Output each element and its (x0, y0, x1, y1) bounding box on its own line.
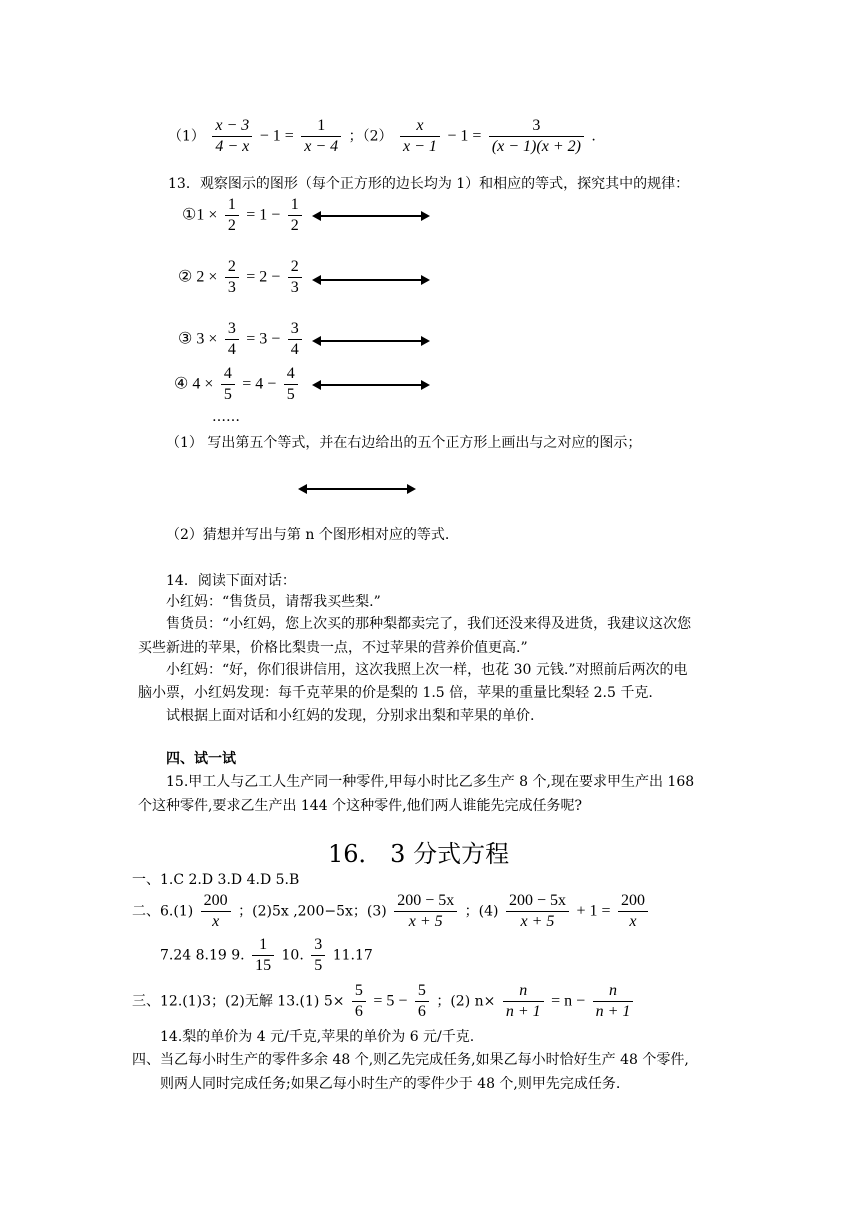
question-1: （1） 写出第五个等式，并在右边给出的五个正方形上画出与之对应的图示； (166, 435, 642, 451)
fraction: $\frac{x - 3}{4 - x}$ (212, 118, 252, 155)
fraction: $\frac{1}{x - 4}$ (301, 118, 341, 155)
problem15-line: 15.甲工人与乙工人生产同一种零件,甲每小时比乙多生产 8 个,现在要求甲生产出 168 (166, 774, 695, 790)
separator: ；（2） (348, 128, 393, 145)
double-arrow-icon (298, 484, 416, 494)
equation-4: ④ 4 × $\frac{4}{5}$ = 4 − $\frac{4}{5}$ (174, 366, 301, 403)
problem15-line: 个这种零件,要求乙生产出 144 个这种零件,他们两人谁能先完成任务呢? (138, 798, 583, 814)
answer-row-3: 7.24 8.19 9. $\frac{1}{15}$ 10. $\frac{3}{5}$ 11.17 (160, 936, 373, 974)
label: （1） (168, 128, 205, 145)
double-arrow-icon (312, 211, 430, 221)
operator: − 1 = (447, 127, 482, 145)
section-heading: 四、试一试 (166, 751, 236, 767)
period: . (591, 128, 596, 145)
fraction: $\frac{3}{(x - 1)(x + 2)}$ (489, 118, 584, 155)
page-title: 16． 3 分式方程 (328, 840, 510, 868)
answer-row-4: 三、12.(1)3；(2)无解 13.(1) 5× $\frac{5}{6}$ = 5 − $\frac{5}{6}$ ；(2) n× $\frac{n}{n + 1}$ = n − $\frac{n}{n + 1}$ (132, 983, 636, 1020)
answer-row-7: 则两人同时完成任务;如果乙每小时生产的零件少于 48 个,则甲先完成任务. (160, 1076, 621, 1092)
operator: − 1 = (259, 127, 294, 145)
double-arrow-icon (312, 336, 430, 346)
problem14-line: 脑小票，小红妈发现：每千克苹果的价是梨的 1.5 倍，苹果的重量比梨轻 2.5 千克. (138, 685, 653, 701)
equation-1: ①1 × $\frac{1}{2}$ = 1 − $\frac{1}{2}$ (182, 197, 305, 234)
problem14-line: 试根据上面对话和小红妈的发现，分别求出梨和苹果的单价. (166, 708, 535, 724)
problem14-line: 买些新进的苹果，价格比梨贵一点，不过苹果的营养价值更高.” (138, 640, 528, 656)
answer-row-6: 四、当乙每小时生产的零件多余 48 个,则乙先完成任务,如果乙每小时恰好生产 48 个零件, (132, 1052, 689, 1068)
problem14-line: 售货员：“小红妈，您上次买的那种梨都卖完了，我们还没来得及进货，我建议这次您 (166, 616, 692, 632)
problem14-line: 14．阅读下面对话： (166, 573, 296, 589)
answer-row-5: 14.梨的单价为 4 元/千克,苹果的单价为 6 元/千克. (160, 1029, 475, 1045)
double-arrow-icon (312, 275, 430, 285)
problem14-line: 小红妈：“好，你们很讲信用，这次我照上次一样，也花 30 元钱.”对照前后两次的电 (166, 662, 688, 678)
question-2: （2）猜想并写出与第 n 个图形相对应的等式. (166, 527, 450, 543)
answer-row-1: 一、1.C 2.D 3.D 4.D 5.B (132, 872, 300, 888)
problem12-equations (168, 118, 596, 155)
answer-row-2: 二、6.(1) $\frac{200}{x}$ ；(2)5x ,200−5x；(3) $\frac{200 - 5x}{x + 5}$ ；(4) $\frac{200 - 5x}{x + 5}$ + 1 = $\frac{200}{x}$ (132, 893, 651, 930)
problem13-intro: 13．观察图示的图形（每个正方形的边长均为 1）和相应的等式，探究其中的规律： (168, 176, 690, 192)
equation-3: ③ 3 × $\frac{3}{4}$ = 3 − $\frac{3}{4}$ (178, 321, 305, 358)
problem14-line: 小红妈：“售货员，请帮我买些梨.” (166, 594, 381, 610)
fraction: $\frac{x}{x - 1}$ (400, 118, 440, 155)
ellipsis: …… (212, 409, 240, 425)
equation-2: ② 2 × $\frac{2}{3}$ = 2 − $\frac{2}{3}$ (178, 259, 305, 296)
double-arrow-icon (312, 380, 430, 390)
